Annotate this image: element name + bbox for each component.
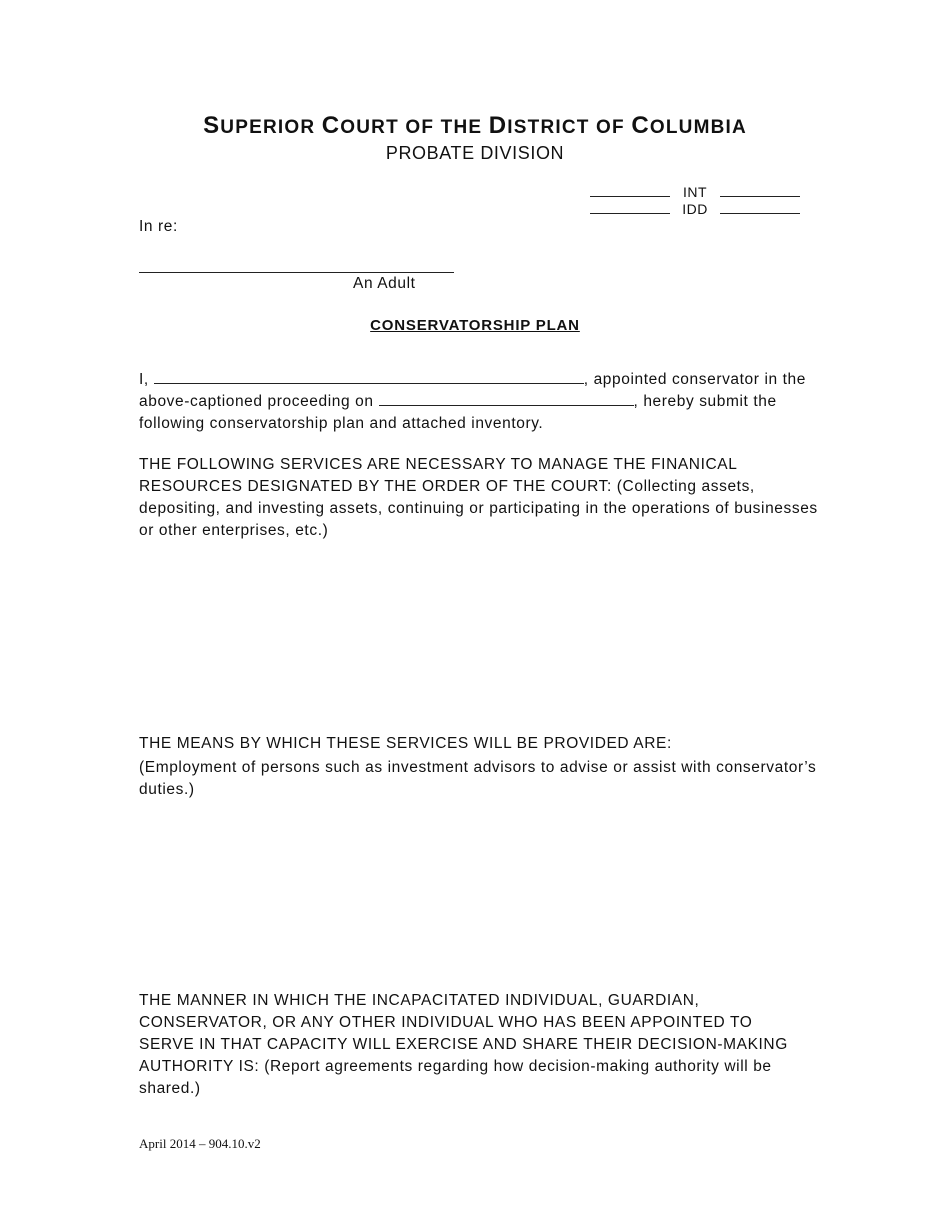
court-title-part: ISTRICT OF — [507, 117, 632, 138]
court-title-part: OURT OF THE — [340, 117, 489, 138]
services-paragraph: THE FOLLOWING SERVICES ARE NECESSARY TO MANAGE THE FINANICAL RESOURCES DESIGNATED BY THE ORDER OF THE COURT: (Collecting assets, depositing, and investing assets, continuing or participating in the operations of businesses or other enterprises, etc.) — [139, 456, 818, 539]
int-left-blank[interactable] — [590, 186, 670, 197]
code-row-int — [590, 184, 800, 201]
idd-label: IDD — [682, 201, 708, 217]
means-paragraph — [139, 733, 819, 801]
division-title: PROBATE DIVISION — [385, 143, 565, 163]
court-title-part: C — [321, 112, 341, 139]
int-right-blank[interactable] — [720, 186, 800, 197]
means-heading: THE MEANS BY WHICH THESE SERVICES WILL BE PROVIDED ARE: — [139, 735, 672, 752]
appointment-paragraph — [139, 369, 819, 435]
case-codes — [590, 184, 800, 218]
court-title-part: OLUMBIA — [649, 117, 747, 138]
idd-left-blank[interactable] — [590, 203, 670, 214]
code-row-idd — [590, 201, 800, 218]
court-title-part: D — [488, 112, 508, 139]
paragraph-end: , hereby submit the following conservatorship plan and attached inventory. — [139, 393, 777, 432]
court-title-part: C — [631, 112, 650, 139]
paragraph-mid: , appointed conservator in the above-captioned proceeding on — [139, 371, 806, 410]
plan-title: CONSERVATORSHIP PLAN — [370, 317, 580, 334]
decision-making-paragraph: THE MANNER IN WHICH THE INCAPACITATED INDIVIDUAL, GUARDIAN, CONSERVATOR, OR ANY OTHER INDIVIDUAL WHO HAS BEEN APPOINTED TO SERVE IN THAT CAPACITY WILL EXERCISE AND SHARE THEIR DECISION-MAKING AUTHORITY IS: (Report agreements regarding how decision-making authority will be shared.) — [139, 992, 788, 1097]
proceeding-date-blank[interactable] — [379, 391, 634, 406]
int-label: INT — [682, 184, 708, 200]
form-version-footer: April 2014 – 904.10.v2 — [139, 1136, 261, 1151]
adult-name-blank[interactable] — [139, 272, 454, 273]
court-title-part: S — [203, 112, 221, 139]
court-title — [0, 112, 950, 140]
conservator-name-blank[interactable] — [154, 369, 584, 384]
court-title-part: UPERIOR — [220, 117, 322, 138]
paragraph-prefix: I, — [139, 371, 149, 388]
idd-right-blank[interactable] — [720, 203, 800, 214]
adult-label: An Adult — [353, 275, 416, 292]
means-note: (Employment of persons such as investment advisors to advise or assist with conservator’s duties.) — [139, 759, 817, 798]
in-re-label: In re: — [139, 218, 178, 235]
